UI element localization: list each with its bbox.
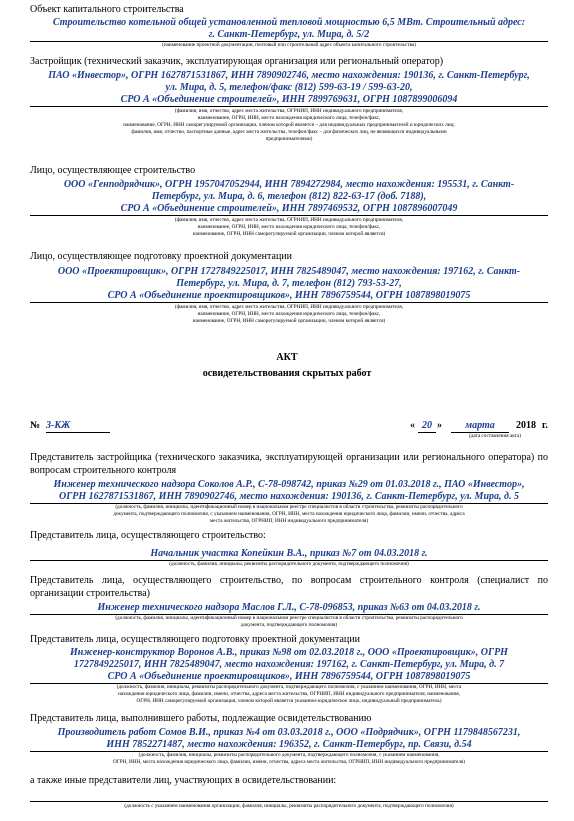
designer-field — [30, 266, 548, 303]
rep-builder-field — [30, 548, 548, 561]
rep-customer-caption-line: (должность, фамилия, инициалы, идентификационный номер в национальном реестре специалистов в области строительства, реквизиты распорядительного — [115, 504, 463, 510]
object-field-line: Строительство котельной общей установленной тепловой мощностью 6,5 МВт. Строительный адрес: — [52, 17, 526, 28]
rep-contractor-caption-line: ОГРН, ИНН, места нахождения юридического лица, фамилии, имени, отчества, адреса места жительства, ОГРНИП, ИНН индивидуального предпринимателя) — [112, 759, 466, 765]
developer-field-line: СРО А «Объединение строителей», ИНН 7899769631, ОГРН 1087899006094 — [120, 94, 458, 105]
rep-designer-field-line: СРО А «Объединение проектировщиков», ИНН 7896759544, ОГРН 1087898019075 — [107, 671, 471, 682]
rep-builder-label: Представитель лица, осуществляющего строительство: — [30, 530, 266, 541]
rep-builder-control-caption-line: (должность, фамилия, инициалы, идентификационный номер в национальном реестре специалистов в области строительства, реквизиты распорядительного — [115, 615, 463, 621]
rep-builder-control-caption — [30, 615, 548, 629]
act-number-sign: № — [30, 420, 41, 431]
designer-label: Лицо, осуществляющее подготовку проектной документации — [30, 251, 293, 262]
rep-contractor-caption — [30, 752, 548, 766]
builder-caption-line: (фамилия, имя, отчество, адрес места жительства, ОГРНИП, ИНН индивидуального предпринимателя, — [174, 217, 404, 223]
developer-caption-line: предпринимателями) — [265, 136, 313, 142]
rep-builder-control-field — [30, 602, 548, 615]
developer-field — [30, 70, 548, 107]
rep-contractor-caption-line: (должность, фамилия, инициалы, реквизиты распорядительного документа, подтверждающего полномочия, с указанием наименования, — [138, 752, 440, 758]
rep-builder-caption-line: (должность, фамилия, инициалы, реквизиты распорядительного документа, подтверждающего полномочия) — [169, 561, 409, 567]
builder-caption — [30, 217, 548, 238]
date-quote-open: « — [410, 420, 415, 431]
designer-field-line: СРО А «Объединение проектировщиков», ИНН 7896759544, ОГРН 1087898019075 — [107, 290, 471, 301]
act-number: 3-КЖ — [46, 420, 110, 433]
object-label: Объект капитального строительства — [30, 4, 184, 15]
rep-designer-field-line: Инженер-конструктор Воронов А.В., приказ №98 от 02.03.2018 г., ООО «Проектировщик», ОГРН — [70, 647, 508, 658]
builder-field-line: Петербург, ул. Мира, д. 6, телефон (812) 822-63-17 (доб. 7188), — [151, 191, 427, 202]
rep-designer-caption-line: ОГРН, ИНН саморегулируемой организации, членом которой является указанное юридическое лицо, индивидуальный предприниматель) — [136, 698, 442, 704]
object-field — [30, 17, 548, 42]
rep-builder-caption — [30, 561, 548, 568]
date-caption: (дата составления акта) — [468, 433, 522, 439]
date-day: 20 — [418, 420, 436, 433]
rep-customer-caption-line: документа, подтверждающего полномочия, с указанием наименования, ОГРН, ИНН, места нахождения юридического лица, фамилии, имени, отчества, адреса — [113, 511, 465, 517]
date-year: 2018 — [516, 420, 536, 431]
rep-builder-control-field-line: Инженер технического надзора Маслов Г.Л., С-78-096853, приказ №63 от 04.03.2018 г. — [97, 602, 481, 613]
designer-caption-line: наименование, ОГРН, ИНН, место нахождения юридического лица, телефон/факс, — [197, 311, 381, 317]
designer-field-line: ООО «Проектировщик», ОГРН 1727849225017, ИНН 7825489047, место нахождения: 197162, г. Санкт- — [57, 266, 521, 277]
builder-label: Лицо, осуществляющее строительство — [30, 165, 196, 176]
object-field-line: г. Санкт-Петербург, ул. Мира, д. 5/2 — [208, 29, 370, 40]
designer-field-line: Петербург, ул. Мира, д. 7, телефон (812) 793-53-27, — [176, 278, 402, 289]
rep-contractor-field-line: ИНН 7852271487, место нахождения: 196352, г. Санкт-Петербург, пр. Связи, д.54 — [106, 739, 472, 750]
builder-field — [30, 179, 548, 216]
rep-contractor-field — [30, 727, 548, 752]
date-month: марта — [451, 420, 509, 433]
others-field — [30, 789, 548, 802]
rep-designer-caption-line: нахождения юридического лица, фамилии, имени, отчества, адреса места жительства, ОГРНИП, ИНН индивидуального предпринимателя, наименования, — [118, 691, 460, 697]
rep-designer-field-line: 1727849225017, ИНН 7825489047, место нахождения: 197162, г. Санкт-Петербург, ул. Мира, д. 7 — [73, 659, 505, 670]
rep-customer-field — [30, 479, 548, 504]
rep-customer-label: Представитель застройщика (технического заказчика, эксплуатирующей организации или регионального оператора) по вопросам строительного контроля — [30, 452, 548, 476]
developer-caption-line: наименование, ОГРН, ИНН, место нахождения юридического лица, телефон/факс, — [197, 115, 381, 121]
object-caption-line: (наименование проектной документации, почтовый или строительный адрес объекта капитального строительства) — [162, 42, 416, 48]
date-quote-close: » — [437, 420, 442, 431]
rep-customer-field-line: Инженер технического надзора Соколов А.Р., С-78-098742, приказ №29 от 01.03.2018 г., ПАО «Инвестор», — [53, 479, 525, 490]
rep-customer-field-line: ОГРН 1627871531867, ИНН 7890902746, место нахождения: 190136, г. Санкт-Петербург, ул. Мира, д. 5 — [59, 491, 519, 502]
designer-caption — [30, 304, 548, 325]
builder-caption-line: наименование, ОГРН, ИНН саморегулируемой организации, членом которой является) — [192, 231, 386, 237]
object-caption — [30, 42, 548, 49]
rep-builder-field-line: Начальник участка Копейкин В.А., приказ №7 от 04.03.2018 г. — [150, 548, 428, 559]
rep-designer-caption — [30, 684, 548, 705]
developer-field-line: ПАО «Инвестор», ОГРН 1627871531867, ИНН 7890902746, место нахождения: 190136, г. Санкт-Петербург, — [48, 70, 530, 81]
builder-field-line: СРО А «Объединение строителей», ИНН 7897469532, ОГРН 1087896007049 — [120, 203, 458, 214]
others-label: а также иные представители лиц, участвующих в освидетельствовании: — [30, 775, 337, 786]
rep-contractor-field-line: Производитель работ Сомов В.И., приказ №4 от 03.03.2018 г., ООО «Подрядчик», ОГРН 1179848567231, — [57, 727, 521, 738]
builder-field-line: ООО «Генподрядчик», ОГРН 1957047052944, ИНН 7894272984, место нахождения: 195531, г. Санкт- — [63, 179, 515, 190]
developer-caption — [30, 108, 548, 143]
rep-builder-control-caption-line: документа, подтверждающего полномочия) — [240, 622, 338, 628]
others-caption-line: (должность с указанием наименования организации, фамилия, инициалы, реквизиты распорядительного документа, подтверждающего полномочия) — [124, 803, 454, 809]
builder-caption-line: наименование, ОГРН, ИНН, место нахождения юридического лица, телефон/факс, — [197, 224, 381, 230]
designer-caption-line: (фамилия, имя, отчество, адрес места жительства, ОГРНИП, ИНН индивидуального предпринимателя, — [174, 304, 404, 310]
developer-field-line: ул. Мира, д. 5, телефон/факс (812) 599-63-19 / 599-63-20, — [165, 82, 413, 93]
date-year-suffix: г. — [542, 420, 548, 431]
rep-builder-control-label: Представитель лица, осуществляющего строительство, по вопросам строительного контроля (специалист по организации строительства) — [30, 575, 548, 599]
developer-caption-line: фамилия, имя, отчество, паспортные данные, адрес места жительства, телефон/факс – для физических лиц, не являющихся индивидуальными — [131, 129, 447, 135]
act-title: АКТ — [276, 352, 298, 363]
rep-contractor-label: Представитель лица, выполнившего работы, подлежащие освидетельствованию — [30, 713, 372, 724]
developer-caption-line: наименование, ОГРН, ИНН саморегулируемой организации, членом которой является – для индивидуальных предпринимателей и юридических лиц; — [123, 122, 455, 128]
designer-caption-line: наименование, ОГРН, ИНН саморегулируемой организации, членом которой является) — [192, 318, 386, 324]
act-subtitle: освидетельствования скрытых работ — [202, 368, 372, 379]
rep-customer-caption — [30, 504, 548, 525]
rep-designer-field — [30, 647, 548, 684]
others-caption — [30, 803, 548, 810]
rep-designer-label: Представитель лица, осуществляющего подготовку проектной документации — [30, 634, 360, 645]
developer-label: Застройщик (технический заказчик, эксплуатирующая организация или региональный оператор) — [30, 56, 444, 67]
rep-designer-caption-line: (должность, фамилия, инициалы, реквизиты распорядительного документа, подтверждающего полномочия, с указанием наименования, ОГРН, ИНН, места — [116, 684, 462, 690]
rep-customer-caption-line: места жительства, ОГРНИП, ИНН индивидуального предпринимателя) — [209, 518, 369, 524]
developer-caption-line: (фамилия, имя, отчество, адрес места жительства, ОГРНИП, ИНН индивидуального предпринимателя, — [174, 108, 404, 114]
